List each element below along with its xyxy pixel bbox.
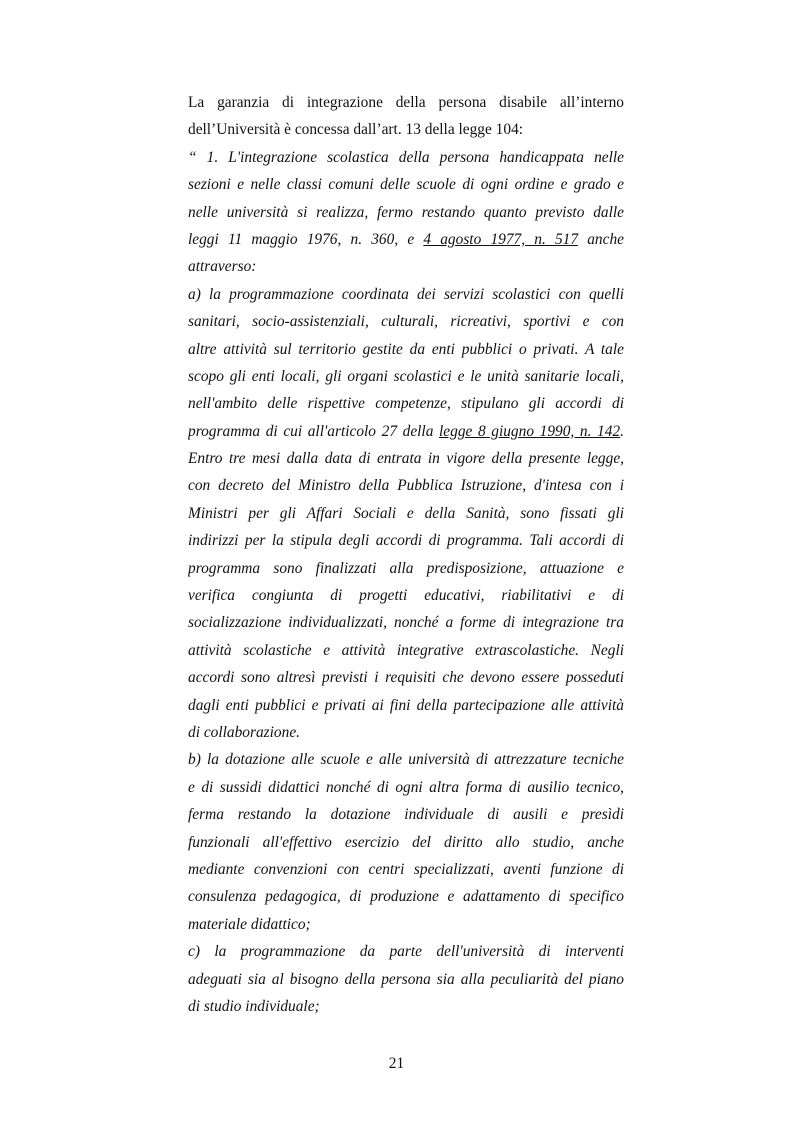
- text-line: verifica congiunta di progetti educativi, riabilitativi e di: [188, 587, 624, 605]
- text-line: a) la programmazione coordinata dei servizi scolastici con quelli: [188, 285, 624, 303]
- text-line: ferma restando la dotazione individuale di ausili e presìdi: [188, 806, 624, 824]
- text-line: accordi sono altresì previsti i requisiti che devono essere posseduti: [188, 669, 624, 687]
- law-reference-link[interactable]: legge 8 giugno 1990, n. 142: [439, 422, 621, 440]
- text-line: c) la programmazione da parte dell'università di interventi: [188, 943, 624, 961]
- text-line: socializzazione individualizzati, nonché a forme di integrazione tra: [188, 614, 624, 632]
- text-line: adeguati sia al bisogno della persona sia alla peculiarità del piano: [188, 970, 624, 988]
- text-line: scopo gli enti locali, gli organi scolastici e le unità sanitarie locali,: [188, 367, 624, 385]
- text-line: e di sussidi didattici nonché di ogni altra forma di ausilio tecnico,: [188, 778, 624, 796]
- text-line: materiale didattico;: [188, 915, 311, 933]
- text-line: di collaborazione.: [188, 723, 301, 741]
- text-line: [188, 226, 624, 253]
- text-line: di studio individuale;: [188, 997, 320, 1015]
- text-line: “ 1. L'integrazione scolastica della persona handicappata nelle: [188, 148, 624, 166]
- text-line: mediante convenzioni con centri specializzati, aventi funzione di: [188, 860, 624, 878]
- text-line: altre attività sul territorio gestite da enti pubblici o privati. A tale: [188, 340, 624, 358]
- text-segment: anche: [578, 230, 624, 248]
- page-number: 21: [388, 1055, 405, 1072]
- point-a: [188, 281, 624, 747]
- text-line: nell'ambito delle rispettive competenze, stipulano gli accordi di: [188, 395, 624, 413]
- text-line: attraverso:: [188, 258, 257, 276]
- text-line: programma sono finalizzati alla predisposizione, attuazione e: [188, 559, 624, 577]
- point-b: [188, 746, 624, 938]
- text-line: nelle università si realizza, fermo restando quanto previsto dalle: [188, 203, 624, 221]
- text-line: sanitari, socio-assistenziali, culturali, ricreativi, sportivi e con: [188, 313, 624, 331]
- text-line: [188, 418, 624, 445]
- text-line: attività scolastiche e attività integrative extrascolastiche. Negli: [188, 641, 624, 659]
- point-c: [188, 938, 624, 1020]
- intro-paragraph: [188, 89, 624, 144]
- law-reference-link[interactable]: 4 agosto 1977, n. 517: [423, 230, 579, 248]
- text-segment: .: [620, 422, 624, 440]
- text-line: indirizzi per la stipula degli accordi di programma. Tali accordi di: [188, 532, 624, 550]
- text-line: consulenza pedagogica, di produzione e adattamento di specifico: [188, 888, 624, 906]
- text-line: Ministri per gli Affari Sociali e della Sanità, sono fissati gli: [188, 504, 624, 522]
- text-line: funzionali all'effettivo esercizio del diritto allo studio, anche: [188, 833, 624, 851]
- document-page: [188, 89, 624, 1020]
- text-line: La garanzia di integrazione della persona disabile all’interno: [188, 94, 624, 111]
- text-segment: programma di cui all'articolo 27 della: [188, 422, 440, 440]
- text-segment: leggi 11 maggio 1976, n. 360, e: [188, 230, 424, 248]
- quoted-article: [188, 144, 624, 1021]
- text-line: dagli enti pubblici e privati ai fini della partecipazione alle attività: [188, 696, 624, 714]
- text-line: Entro tre mesi dalla data di entrata in vigore della presente legge,: [188, 450, 624, 468]
- text-line: dell’Università è concessa dall’art. 13 della legge 104:: [188, 121, 524, 139]
- text-line: sezioni e nelle classi comuni delle scuole di ogni ordine e grado e: [188, 176, 624, 194]
- text-line: b) la dotazione alle scuole e alle università di attrezzature tecniche: [188, 751, 624, 769]
- text-line: con decreto del Ministro della Pubblica Istruzione, d'intesa con i: [188, 477, 624, 495]
